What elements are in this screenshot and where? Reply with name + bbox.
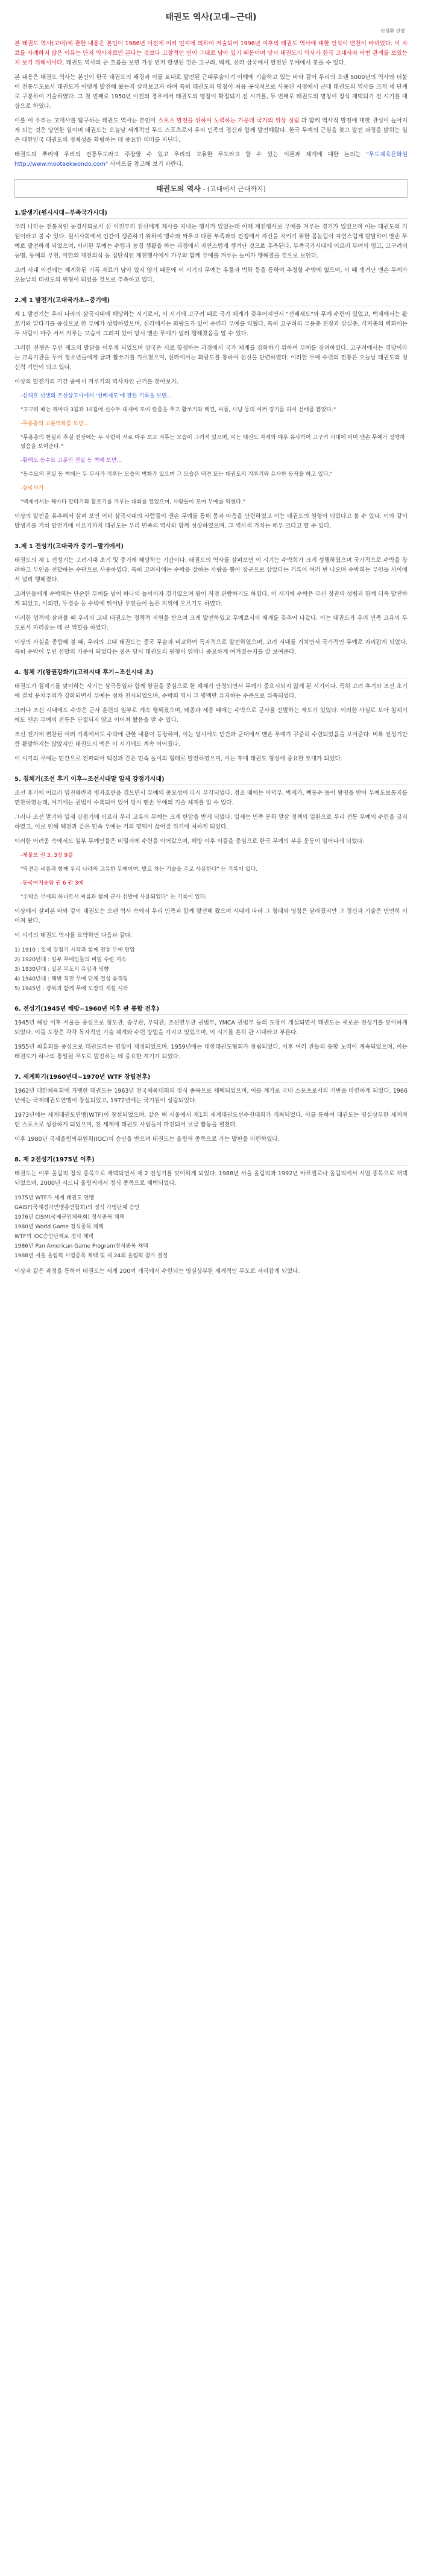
section-4-paragraph-3: 조선 전기에 편찬된 여러 기록에서도 수박에 관한 내용이 등장하며, 이는 당시에도 민간과 군대에서 맨손 무예가 꾸준히 수련되었음을 보여준다. 비록 전성기만큼 활발하지는 않았지만 태권도의 맥은 이 시기에도 계속 이어졌다. xyxy=(14,731,408,748)
section-5-heading: 5. 침체기(조선 후기 이후~조선시대말 일제 강점기시대) xyxy=(14,774,408,785)
section-2-paragraph-3: 이상의 발전기의 기간 중에서 겨루기의 역사자인 근거를 찾아보자. xyxy=(14,379,178,385)
section-1-paragraph-2: 고려 시대 이전에는 체계화된 기록 자료가 남아 있지 않기 때문에 이 시기의 무예는 유물과 벽화 등을 통하여 추정할 수밖에 없으며, 이 때 생겨난 맨손 무예가 오늘날의 태권도의 원형이 되었을 것으로 추측하고 있다. xyxy=(14,267,408,283)
intro-red-text: 본 태권도 역사(고대)에 관한 내용은 본인이 1986년 이전에 여러 인지에 의하여 저술되어 1996년 이후의 태권도 역사에 대한 인식이 변천이 바뀌었다. 이 자료를 사례하지 않은 이유는 단지 역사자료만 본다는 것보다 고찰적인 면이 그대로 남아 있기 때문이며 당시 태권도의 역사가 한국 고대사와 어떤 관계를 보였는지 보기 위해서이다. xyxy=(14,40,408,66)
list-item: GAISF(국제경기연맹총연합회)의 정식 가맹단체 승인 xyxy=(14,1205,140,1211)
quote-4-text: "백제에서는 해마다 말타기와 활쏘기를 겨루는 대회를 열었으며, 사람들이 모여 무예를 익혔다." xyxy=(20,499,245,505)
box-subtitle: - (고대에서 근대까지) xyxy=(200,185,266,193)
section-7-paragraph-2: 1973년에는 세계태권도연맹(WTF)이 창설되었으며, 같은 해 서울에서 제1회 세계태권도선수권대회가 개최되었다. 이를 통하여 태권도는 명실상부한 세계적인 스포츠로 성장하게 되었으며, 전 세계에 태권도 사범들이 파견되어 보급 활동을 펼쳤다. xyxy=(14,1112,408,1128)
author-name: 신성환 관장 xyxy=(380,28,405,34)
section-4-heading: 4. 침체 기(왕권강화기(고려시대 후기~조선시대 초) xyxy=(14,667,408,678)
intro-paragraph-2: 본 내용은 태권도 역사는 본인이 한국 태권도의 배경과 이를 토대로 발전된 근대무술이기 이해에 기술하고 있는 바와 같이 우리의 오랜 5000년의 역사와 더불어 전통무도로서 태권도가 어떻게 발전해 왔는지 살펴보고자 하며 특히 태권도의 명칭이 처음 공식적으로 사용된 시점에서 근대 태권도의 역사를 크게 세 단계로 구분하여 기술하였다. 그 첫 번째로 1950년 이전의 경우에서 태권도의 명칭이 확정되기 전 시기를, 두 번째로 태권도의 명칭이 정식 채택되기 전 시기를 대상으로 하였다. xyxy=(14,74,408,110)
section-2-heading: 2.제 1 발전기(고대국가초~중기에) xyxy=(14,295,408,306)
quote-5-title: -재물보 권 3, 3장 9절 xyxy=(20,853,73,859)
intro-p3-part-a: 이를 이 우리는 고대사를 탐구하는 태권도 역사는 본인이 xyxy=(14,118,158,124)
section-7-paragraph-3: 이후 1980년 국제올림픽위원회(IOC)의 승인을 받으며 태권도는 올림픽 종목으로 가는 발판을 마련하였다. xyxy=(14,1136,280,1143)
section-3-paragraph-1: 태권도의 제 1 전성기는 고려시대 초기 및 중기에 해당하는 기간이다. 태권도의 역사를 살펴보면 이 시기는 수박희가 크게 성행하였으며 국가적으로 수박을 장려하고 무인을 선발하는 수단으로 사용하였다. 특히 고려사에는 수박을 잘하는 사람을 뽑아 장군으로 삼았다는 기록이 여러 번 나오며 수박희는 무인들 사이에서 널리 행해졌다. xyxy=(14,557,408,583)
page-title: 태권도 역사(고대~근대) xyxy=(165,13,257,22)
section-8-paragraph-1: 태권도는 이후 올림픽 정식 종목으로 채택되면서 제 2 전성기를 맞이하게 되었다. 1988년 서울 올림픽과 1992년 바르셀로나 올림픽에서 시범 종목으로 채택되었으며, 2000년 시드니 올림픽에서 정식 종목으로 채택되었다. xyxy=(14,1170,408,1187)
quote-4-title: -삼국사기 xyxy=(20,485,44,491)
section-6-heading: 6. 전성기(1945년 해방~1960년 이후 관 통합 전후) xyxy=(14,1003,408,1015)
quote-3-title: -황해도 동수묘 고분의 전실 동 벽에 보면... xyxy=(20,458,122,464)
intro-p3-part-b: 과 함께 역사적 발전에 대한 관심이 높아지게 되는 것은 당연한 일이며 태권도는 오늘날 세계적인 무도 스포츠로서 우리 민족의 정신과 함께 발전해왔다. 한국 무예의 근원을 찾고 발전 과정을 밝히는 일은 대한민국 태권도의 정체성을 확립하는 데 중요한 의미를 지닌다. xyxy=(14,118,408,144)
section-5-list xyxy=(14,945,408,994)
section-8-list xyxy=(14,1193,408,1261)
list-item: 1) 1910 : 일제 강점기 시작과 함께 전통 무예 탄압 xyxy=(14,947,136,953)
reference-link[interactable]: "무도체육문화원 http://www.mootaekwondo.com" xyxy=(14,151,408,168)
quote-1-title: -신채호 선생의 조선상고사에서 '선배제도'에 관한 기록을 보면... xyxy=(20,393,172,399)
list-item: 1986년 Pan American Game Program정식종목 채택 xyxy=(14,1243,148,1249)
section-5-paragraph-3: 이러한 어려움 속에서도 일부 무예인들은 비밀리에 수련을 이어갔으며, 해방 이후 이들을 중심으로 한국 무예의 부흥 운동이 일어나게 되었다. xyxy=(14,838,365,845)
quote-1-text: "고구려 때는 해마다 3월과 10월에 신수두 대제에 모여 칼춤을 추고 활쏘기와 택견, 씨름, 사냥 등의 여러 경기를 하여 선배를 뽑았다." xyxy=(20,407,336,413)
section-1-heading: 1.발생기(원시시대~부족국가시대) xyxy=(14,207,408,219)
section-4-paragraph-4: 이 시기의 무예는 민간으로 전파되어 택견과 같은 민속 놀이의 형태로 발전하였으며, 이는 후대 태권도 형성에 중요한 토대가 되었다. xyxy=(14,756,342,762)
list-item: 3) 1930년대 : 일본 무도의 유입과 영향 xyxy=(14,967,109,973)
quote-2-text: "무용총의 현실과 후실 천장에는 두 사람이 서로 마주 보고 겨루는 모습이 그려져 있으며, 이는 태권도 자세와 매우 유사하여 고구려 시대에 이미 맨손 무예가 성행하였음을 보여준다." xyxy=(20,435,405,450)
list-item: 4) 1940년대 : 해방 직전 무예 단체 결성 움직임 xyxy=(14,976,128,982)
section-6-paragraph-1: 1945년 해방 이후 서울을 중심으로 청도관, 송무관, 무덕관, 조선연무관 권법부, YMCA 권법부 등의 도장이 개설되면서 태권도는 새로운 전성기를 맞이하게 되었다. 이들 도장은 각각 독자적인 기술 체계와 수련 방법을 가지고 있었으며, 이 시기를 흔히 관 시대라고 부른다. xyxy=(14,1020,408,1036)
section-5-list-intro: 이 시기의 태권도 역사를 요약하면 다음과 같다. xyxy=(14,932,133,939)
intro-black-text: 태권도 역사의 큰 흐름을 보면 가장 먼저 발생된 것은 고구려, 백제, 신라 삼국에서 발전된 무예에서 찾을 수 있다. xyxy=(66,60,346,66)
list-item: 5) 1945년 : 광복과 함께 무예 도장의 개설 시작 xyxy=(14,986,128,992)
list-item: WTF의 IOC승인단체로 정식 채택 xyxy=(14,1234,94,1240)
intro-p4-part-b: 사이트를 참고해 보기 바란다. xyxy=(108,161,184,168)
box-title: 태권도의 역사 xyxy=(156,185,201,193)
list-item: 1975년 WTF가 세계 태권도 연맹 xyxy=(14,1195,95,1201)
list-item: 2) 1920년대 : 일부 무예인들의 비밀 수련 지속 xyxy=(14,957,127,963)
section-2-paragraph-1: 제 1 발전기는 우리 나라의 삼국시대에 해당하는 시기로서, 이 시기에 고구려 때로 국가 체계가 갖추어지면서 "선배제도"와 무예 수련이 있었고, 백제에서는 활쏘기와 말타기를 중심으로 한 무예가 성행하였으며, 신라에서는 화랑도가 있어 수련과 무예를 익혔다. 특히 고구려의 무용총 천장과 삼실총, 각저총의 벽화에는 두 사람이 마주 서서 겨루는 모습이 그려져 있어 당시 맨손 무예가 널리 행해졌음을 알 수 있다. xyxy=(14,311,408,337)
section-7-paragraph-1: 1962년 대한체육회에 가맹한 태권도는 1963년 전국체육대회의 정식 종목으로 채택되었으며, 이를 계기로 국내 스포츠로서의 기반을 마련하게 되었다. 1966년에는 국제태권도연맹이 창설되었고, 1972년에는 국기원이 설립되었다. xyxy=(14,1088,408,1104)
document-page xyxy=(14,0,408,1277)
list-item: 1980년 World Game 정식종목 채택 xyxy=(14,1224,104,1230)
quote-3-text: "동수묘의 전실 동 벽에는 두 무사가 겨루는 모습의 벽화가 있으며 그 모습은 택견 또는 태권도의 겨루기와 유사한 동작을 하고 있다." xyxy=(20,472,333,478)
section-1-paragraph-1: 우리 나라는 전통적인 농경사회로서 신 이전부터 천신에게 제사를 지내는 행사가 있었는데 이때 제천행사로 무예를 겨루는 경기가 있었으며 이는 태권도의 기원이라고 볼 수 있다. 원시사회에서 인간이 생존하기 위하여 맹수와 싸우고 다른 부족과의 전쟁에서 자신을 지키기 위한 몸놀림이 자연스럽게 발달하여 맨손 무예로 발전하게 되었으며, 이러한 무예는 수렵과 농경 생활을 하는 과정에서 자연스럽게 생겨난 것으로 추측된다. 부족국가시대에 이르러 부여의 영고, 고구려의 동맹, 동예의 무천, 마한의 제천의식 등 집단적인 제천행사에서 가무와 함께 무예를 겨루는 놀이가 행해졌을 것으로 보인다. xyxy=(14,224,408,259)
section-3-heading: 3.제 1 전성기(고대국가 중기~말기에서) xyxy=(14,541,408,552)
intro-paragraph-4 xyxy=(14,150,408,169)
list-item: 1988년 서울 올림픽 시범종목 채택 및 제 24회 올림픽 참가 결정 xyxy=(14,1253,168,1259)
quote-6-title: -동국여지승람 권 6 권 3에 xyxy=(20,880,84,886)
section-5-paragraph-1: 조선 후기에 이르러 임진왜란과 병자호란을 겪으면서 무예의 중요성이 다시 부각되었다. 정조 때에는 이덕무, 박제가, 백동수 등이 왕명을 받아 무예도보통지를 편찬하였는데, 여기에는 권법이 수록되어 있어 당시 맨손 무예의 기술 체계를 알 수 있다. xyxy=(14,790,408,806)
section-4-paragraph-1: 태권도가 침체기를 맞이하는 시기는 삼국통일과 함께 왕권을 중심으로 한 체제가 안정되면서 무예가 중요시되지 않게 된 시기이다. 특히 고려 후기와 조선 초기에 걸쳐 문치주의가 강화되면서 무예는 점차 천시되었으며, 수박희 역시 그 명맥만 유지하는 수준으로 위축되었다. xyxy=(14,683,408,699)
intro-paragraph-1 xyxy=(14,39,408,68)
section-7-heading: 7. 세계화기(1960년대~1970년 WTF 창립전후) xyxy=(14,1072,408,1083)
section-6-paragraph-2: 1955년 최홍희를 중심으로 태권도라는 명칭이 제정되었으며, 1959년에는 대한태권도협회가 창립되었다. 이후 여러 관들의 통합 노력이 계속되었으며, 이는 태권도가 하나의 통일된 무도로 발전하는 데 중요한 계기가 되었다. xyxy=(14,1044,408,1060)
section-5-paragraph-2: 그러나 조선 말기와 일제 강점기에 이르러 우리 고유의 무예는 크게 탄압을 받게 되었다. 일제는 민족 문화 말살 정책의 일환으로 우리 전통 무예의 수련을 금지하였고, 이로 인해 택견과 같은 민속 무예는 거의 명맥이 끊어질 위기에 처하게 되었다. xyxy=(14,814,408,830)
section-2-paragraph-2: 그러한 전쟁은 무인 제도의 발달을 이루게 되었으며 삼국은 서로 항쟁하는 과정에서 국가 체계를 강화하기 위하여 무예를 장려하였다. 고구려에서는 경당이라는 교육기관을 두어 청소년들에게 글과 활쏘기를 가르쳤으며, 신라에서는 화랑도를 통하여 심신을 단련하였다. 이러한 무예 수련의 전통은 오늘날 태권도의 정신적 기반이 되고 있다. xyxy=(14,345,408,371)
intro-paragraph-3 xyxy=(14,116,408,145)
section-3-paragraph-2: 고려인들에게 수박희는 단순한 무예를 넘어 하나의 놀이이자 경기였으며 왕이 직접 관람하기도 하였다. 이 시기에 수박은 무신 정권의 성립과 함께 더욱 발전하게 되었고, 이의민, 두경승 등 수박에 뛰어난 무인들이 높은 지위에 오르기도 하였다. xyxy=(14,591,408,607)
section-8-paragraph-2: 이상과 같은 과정을 통하여 태권도는 세계 200여 개국에서 수련되는 명실상부한 세계적인 무도로 자리잡게 되었다. xyxy=(14,1268,300,1275)
quote-5-text: "탁견은 씨름과 함께 우리 나라의 고유한 무예이며, 발로 차는 기술을 주로 사용한다" 는 기록이 있다. xyxy=(20,867,258,873)
list-item: 1976년 CISM(국제군인체육회) 정식종목 채택 xyxy=(14,1214,125,1220)
section-3-paragraph-4: 이상의 사실을 종합해 볼 때, 우리의 고대 태권도는 중국 무술과 비교하여 독자적으로 발전하였으며, 고려 시대를 거치면서 국가적인 무예로 자리잡게 되었다. 특히 수박이 무인 선발의 기준이 되었다는 점은 당시 태권도의 원형이 얼마나 중요하게 여겨졌는지를 잘 보여준다. xyxy=(14,639,408,655)
intro-p4-part-a: 태권도의 뿌리에 우리의 전통무도라고 주장할 수 있고 우리의 고유한 무도라고 할 수 있는 이론과 체계에 대한 논의는 xyxy=(14,151,367,158)
section-2-paragraph-4: 이상의 발전을 유추해서 살펴 보면 이미 삼국시대의 사람들이 맨손 무예를 통해 몸과 마음을 단련하였고 이는 태권도의 원형이 되었다고 볼 수 있다. 이와 같이 발생기를 거쳐 발전기에 이르기까지 태권도는 우리 민족의 역사와 함께 성장하였으며, 그 역사적 가치는 매우 크다고 할 수 있다. xyxy=(14,513,408,529)
section-3-paragraph-3: 이러한 업적에 살펴볼 때 우리의 고대 태권도는 정책적 지원을 받으며 크게 발전하였고 무예로서의 체계를 갖추어 나갔다. 이는 태권도가 우리 민족 고유의 무도로서 자리잡는 데 큰 역할을 하였다. xyxy=(14,615,408,631)
section-5-paragraph-4: 이상에서 살펴본 바와 같이 태권도는 오랜 역사 속에서 우리 민족과 함께 발전해 왔으며 시대에 따라 그 형태와 명칭은 달라졌지만 그 정신과 기술은 면면히 이어져 왔다. xyxy=(14,908,408,924)
section-8-heading: 8. 제 2전성기(1975년 이후) xyxy=(14,1154,408,1166)
section-title-box xyxy=(14,179,408,198)
section-4-paragraph-2: 그러나 조선 시대에도 수박은 군사 훈련의 일부로 계속 행해졌으며, 태종과 세종 때에는 수박으로 군사를 선발하는 제도가 있었다. 이러한 사실로 보아 침체기에도 맨손 무예의 전통은 단절되지 않고 이어져 왔음을 알 수 있다. xyxy=(14,707,408,724)
intro-p3-highlight: 스포츠 발전을 위하여 노력하는 가운데 국가의 위상 정립 xyxy=(157,118,300,124)
quote-2-title: -무용총의 고분벽화를 보면... xyxy=(20,421,89,427)
quote-6-text: "수박은 무예의 하나로서 씨름과 함께 군사 선발에 사용되었다" 는 기록이 있다. xyxy=(20,894,207,900)
